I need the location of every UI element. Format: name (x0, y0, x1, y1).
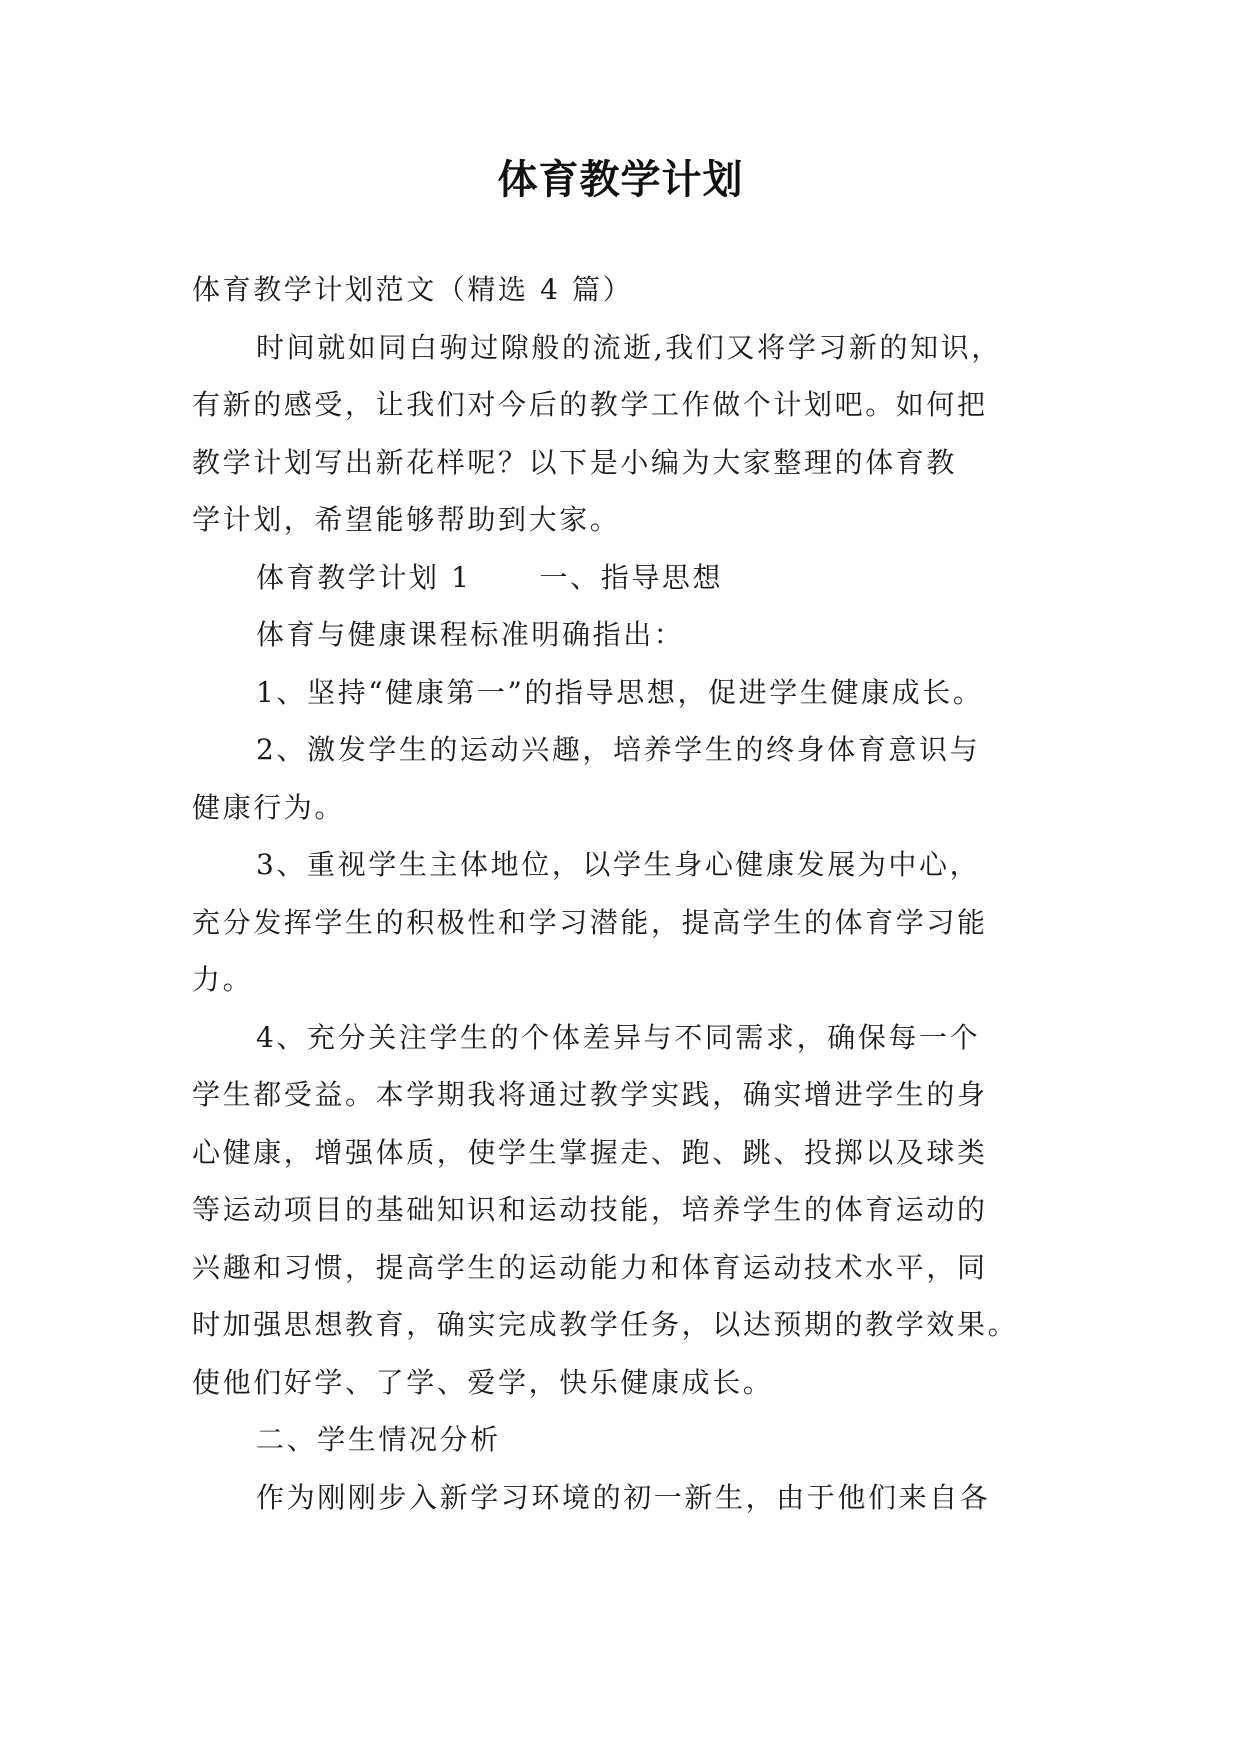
document-body (192, 261, 1052, 1526)
paragraph-line: 有新的感受，让我们对今后的教学工作做个计划吧。如何把 (192, 388, 988, 421)
paragraph-line: 学计划，希望能够帮助到大家。 (192, 503, 621, 536)
list-item-line: 2、激发学生的运动兴趣，培养学生的终身体育意识与 (256, 733, 981, 766)
section-heading: 一、指导思想 (539, 560, 724, 594)
section-heading-line (192, 549, 1052, 607)
paragraph-line: 作为刚刚步入新学习环境的初一新生，由于他们来自各 (256, 1480, 991, 1514)
section-heading-line: 二、学生情况分析 (256, 1423, 501, 1456)
list-item-line: 兴趣和习惯，提高学生的运动能力和体育运动技术水平，同 (192, 1250, 988, 1284)
paragraph-line: 时间就如同白驹过隙般的流逝,我们又将学习新的知识， (256, 330, 1002, 364)
list-item-line: 学生都受益。本学期我将通过教学实践，确实增进学生的身 (192, 1078, 988, 1111)
paragraph-line: 体育与健康课程标准明确指出： (256, 618, 685, 651)
list-item-line: 1、坚持“健康第一”的指导思想，促进学生健康成长。 (256, 675, 984, 709)
document-title: 体育教学计划 (497, 157, 744, 203)
list-item-line: 3、重视学生主体地位，以学生身心健康发展为中心， (256, 848, 981, 881)
list-item-line: 等运动项目的基础知识和运动技能，培养学生的体育运动的 (192, 1193, 988, 1226)
list-item-line: 时加强思想教育，确实完成教学任务，以达预期的教学效果。 (192, 1308, 1019, 1341)
list-item-line: 充分发挥学生的积极性和学习潜能，提高学生的体育学习能 (192, 905, 988, 939)
list-item-line: 力。 (192, 963, 254, 996)
list-item-line: 心健康，增强体质，使学生掌握走、跑、跳、投掷以及球类 (192, 1135, 988, 1169)
plan-heading: 体育教学计划 1 (256, 560, 472, 594)
list-item-line: 健康行为。 (192, 790, 346, 824)
list-item-line: 使他们好学、了学、爱学，快乐健康成长。 (192, 1365, 774, 1399)
paragraph-line: 教学计划写出新花样呢？以下是小编为大家整理的体育教 (192, 445, 958, 479)
list-item-line: 4、充分关注学生的个体差异与不同需求，确保每一个 (256, 1020, 981, 1054)
subtitle-line: 体育教学计划范文（精选 4 篇） (192, 273, 634, 306)
